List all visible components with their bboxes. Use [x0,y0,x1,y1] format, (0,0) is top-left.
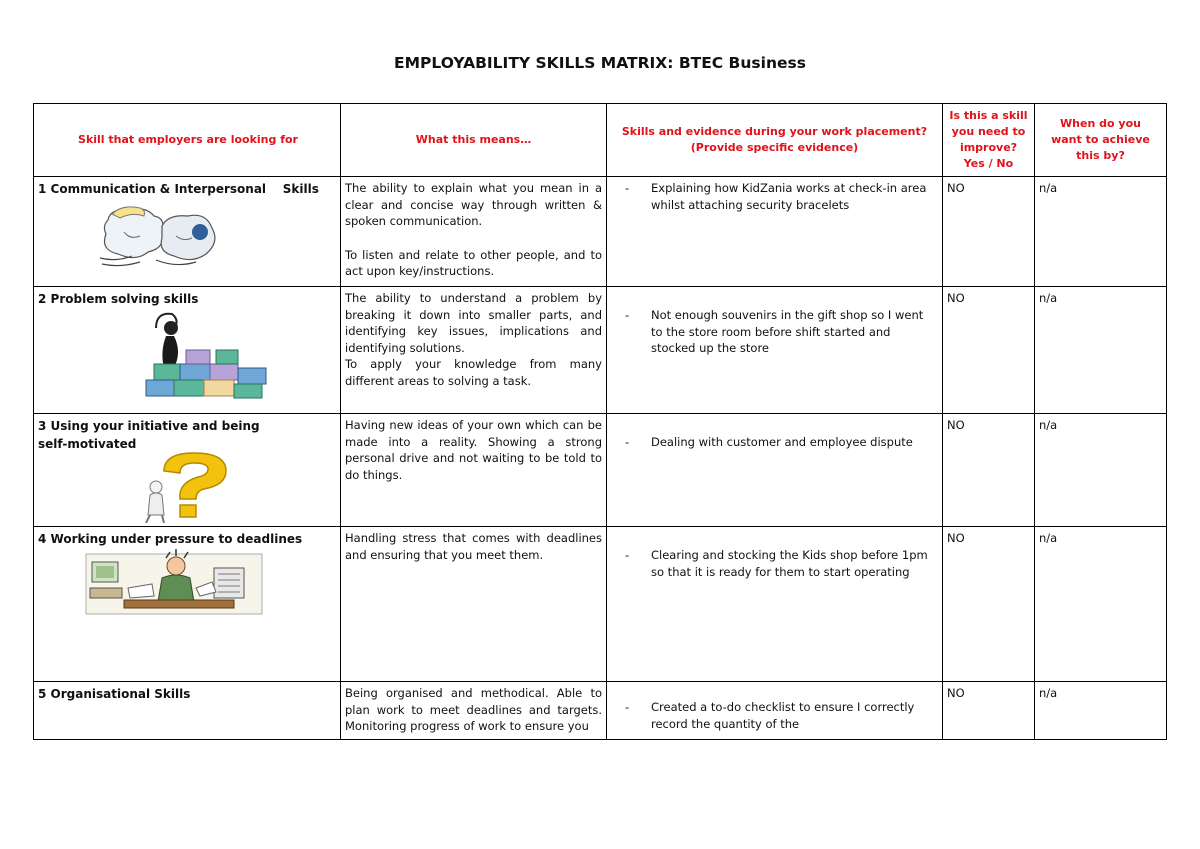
improve-cell: NO [943,682,1035,740]
document-title: EMPLOYABILITY SKILLS MATRIX: BTEC Business [394,54,806,72]
list-dash: - [625,548,630,562]
table-row [34,414,1167,527]
skill-title: 1 Communication & Interpersonal Skills [38,182,319,196]
header-improve-line1: Is this a skill [949,109,1028,122]
header-skill: Skill that employers are looking for [34,104,341,177]
achieve-cell: n/a [1035,287,1167,414]
skill-title: 4 Working under pressure to deadlines [38,532,303,546]
header-achieve [1035,104,1167,177]
skill-title: 5 Organisational Skills [38,687,191,701]
meaning-text: Handling stress that comes with deadlines and ensuring that you meet them. [345,531,602,562]
improve-cell: NO [943,177,1035,287]
evidence-cell [607,414,943,527]
meaning-cell [341,527,607,682]
skill-title: 2 Problem solving skills [38,292,199,306]
header-improve [943,104,1035,177]
evidence-text: Clearing and stocking the Kids shop before 1pm so that it is ready for them to start operating [651,548,928,579]
evidence-text: Not enough souvenirs in the gift shop so I went to the store room before shift started and stocked up the store [651,308,924,355]
meaning-cell [341,287,607,414]
header-achieve-line1: When do you [1060,117,1141,130]
table-row [34,682,1167,740]
evidence-cell [607,287,943,414]
improve-cell: NO [943,527,1035,682]
table-row [34,527,1167,682]
header-meaning: What this means… [341,104,607,177]
evidence-cell [607,177,943,287]
header-evidence-line2: (Provide specific evidence) [690,141,859,154]
question-mark-illustration-icon [134,451,244,523]
meaning-text: The ability to explain what you mean in a clear and concise way through written & spoken communication. [345,181,602,228]
meaning-cell [341,414,607,527]
list-dash: - [625,700,630,714]
evidence-cell [607,682,943,740]
header-evidence-line1: Skills and evidence during your work placement? [621,125,928,138]
improve-cell: NO [943,287,1035,414]
header-evidence [607,104,943,177]
meaning-text-2: To listen and relate to other people, and to act upon key/instructions. [345,247,602,278]
meaning-text: Having new ideas of your own which can be made into a reality. Showing a strong personal drive and not waiting to be told to do things. [345,418,602,482]
table-row [34,287,1167,414]
evidence-item [611,180,938,213]
achieve-cell: n/a [1035,414,1167,527]
evidence-item [611,547,938,580]
evidence-text: Dealing with customer and employee dispute [651,435,913,449]
meaning-cell [341,682,607,740]
achieve-cell: n/a [1035,177,1167,287]
header-improve-line3: improve? [959,141,1018,154]
achieve-cell: n/a [1035,527,1167,682]
meaning-cell [341,177,607,287]
table-row [34,177,1167,287]
evidence-text: Created a to-do checklist to ensure I correctly record the quantity of the [651,700,915,731]
problem-solving-illustration-icon [116,308,286,404]
evidence-item [611,307,938,357]
evidence-cell [607,527,943,682]
communication-illustration-icon [96,202,226,270]
list-dash: - [625,435,630,449]
skill-title: 3 Using your initiative and being self-motivated [38,419,260,451]
header-row [34,104,1167,177]
improve-cell: NO [943,414,1035,527]
header-improve-line4: Yes / No [963,157,1014,170]
skill-cell [34,527,341,682]
header-achieve-line3: this by? [1076,149,1125,162]
evidence-item [611,699,938,732]
header-improve-line2: you need to [951,125,1026,138]
achieve-cell: n/a [1035,682,1167,740]
meaning-text: Being organised and methodical. Able to plan work to meet deadlines and targets. Monitoring progress of work to ensure you [345,686,602,733]
evidence-item [611,434,938,451]
skill-cell [34,287,341,414]
stressed-worker-illustration-icon [84,548,264,616]
list-dash: - [625,181,630,195]
meaning-text: The ability to understand a problem by breaking it down into smaller parts, and identifying key issues, implications and identifying solutions. [345,291,602,355]
skills-matrix-table [33,103,1167,740]
skill-cell [34,414,341,527]
skill-cell [34,682,341,740]
meaning-text-2: To apply your knowledge from many different areas to solving a task. [345,357,602,388]
evidence-text: Explaining how KidZania works at check-in area whilst attaching security bracelets [651,181,927,212]
header-achieve-line2: want to achieve [1051,133,1150,146]
skill-cell [34,177,341,287]
list-dash: - [625,308,630,322]
